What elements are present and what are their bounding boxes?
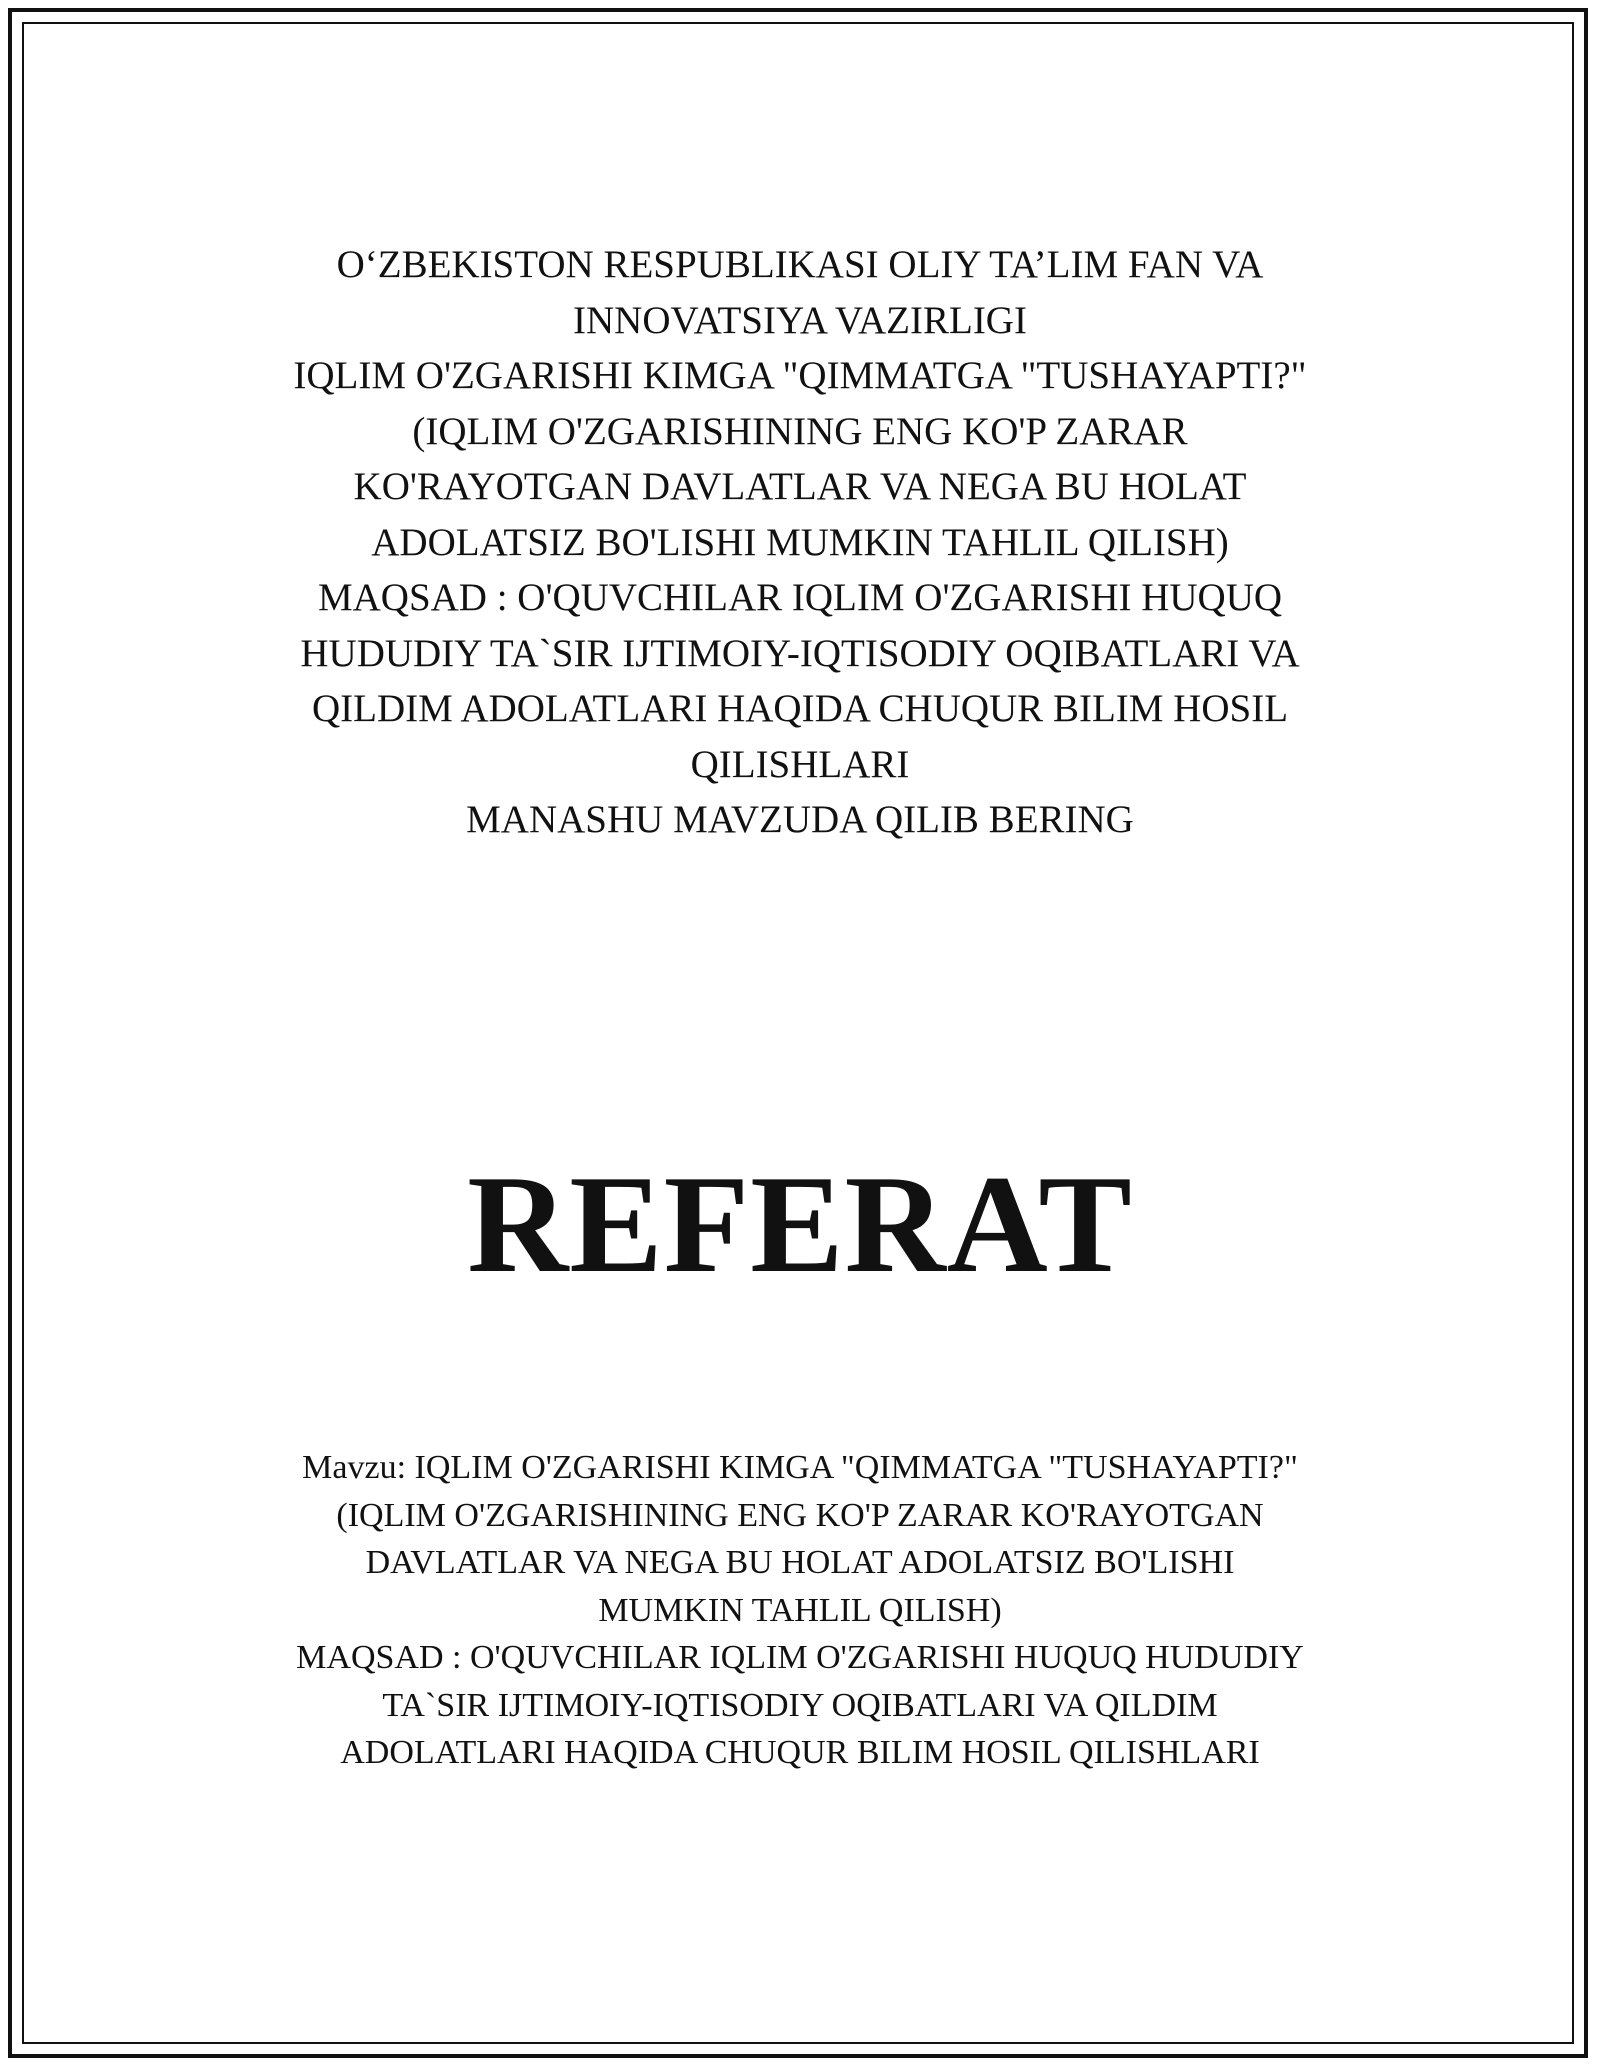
header-line: MAQSAD : O'QUVCHILAR IQLIM O'ZGARISHI HUQUQ (317, 576, 1283, 619)
topic-line: (IQLIM O'ZGARISHINING ENG KO'P ZARAR KO'RAYOTGAN (336, 1496, 1264, 1534)
topic-line: TA`SIR IJTIMOIY-IQTISODIY OQIBATLARI VA QILDIM (382, 1686, 1218, 1724)
topic-line: DAVLATLAR VA NEGA BU HOLAT ADOLATSIZ BO'LISHI (365, 1544, 1235, 1581)
header-line: QILDIM ADOLATLARI HAQIDA CHUQUR BILIM HOSIL (311, 687, 1289, 730)
header-line: MANASHU MAVZUDA QILIB BERING (466, 798, 1134, 841)
header-line: HUDUDIY TA`SIR IJTIMOIY-IQTISODIY OQIBATLARI VA (300, 631, 1300, 675)
topic-line: MUMKIN TAHLIL QILISH) (598, 1591, 1002, 1629)
header-line: QILISHLARI (690, 742, 910, 786)
topic-line: MAQSAD : O'QUVCHILAR IQLIM O'ZGARISHI HUQUQ HUDUDIY (296, 1639, 1304, 1676)
header-line: ADOLATSIZ BO'LISHI MUMKIN TAHLIL QILISH) (371, 520, 1229, 564)
header-line: KO'RAYOTGAN DAVLATLAR VA NEGA BU HOLAT (353, 465, 1247, 508)
topic-line: ADOLATLARI HAQIDA CHUQUR BILIM HOSIL QILISHLARI (340, 1734, 1260, 1771)
topic-line: Mavzu: IQLIM O'ZGARISHI KIMGA "QIMMATGA "TUSHAYAPTI?" (302, 1449, 1298, 1486)
topic-section (160, 1444, 1440, 1777)
header-line: O‘ZBEKISTON RESPUBLIKASI OLIY TA’LIM FAN VA (336, 243, 1264, 286)
header-line: (IQLIM O'ZGARISHINING ENG KO'P ZARAR (412, 409, 1188, 453)
ministry-header (160, 237, 1440, 848)
header-line: IQLIM O'ZGARISHI KIMGA "QIMMATGA "TUSHAYAPTI?" (293, 354, 1307, 397)
header-line: INNOVATSIYA VAZIRLIGI (573, 298, 1027, 342)
document-title: REFERAT (467, 1147, 1133, 1302)
